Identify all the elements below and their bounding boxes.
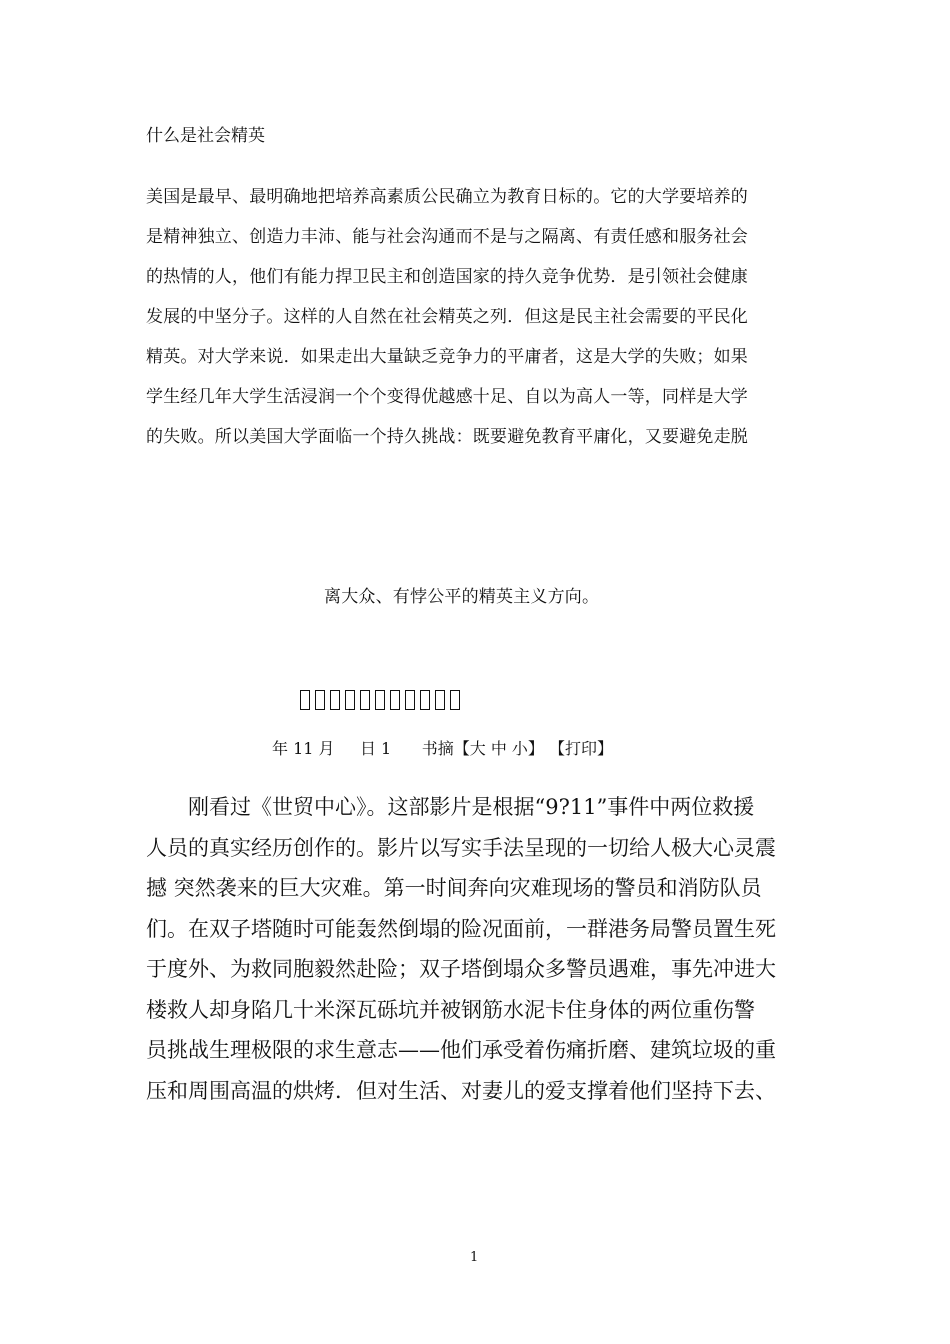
missing-glyph-title	[300, 690, 460, 710]
missing-glyph-box	[390, 690, 400, 710]
paragraph-line: 的失败。所以美国大学面临一个持久挑战：既要避免教育平庸化，又要避免走脱	[146, 427, 748, 447]
missing-glyph-box	[360, 690, 370, 710]
paragraph-line: 于度外、为救同胞毅然赴险；双子塔倒塌众多警员遇难，事先冲进大	[146, 957, 776, 981]
article-dateline: 年 11 月 日 1 书摘【大 中 小】 【打印】	[272, 739, 614, 758]
missing-glyph-box	[375, 690, 385, 710]
page-number: 1	[470, 1250, 479, 1265]
paragraph-line: 的热情的人，他们有能力捍卫民主和创造国家的持久竞争优势．是引领社会健康	[146, 267, 748, 287]
paragraph-line: 撼 突然袭来的巨大灾难。第一时间奔向灾难现场的警员和消防队员	[146, 876, 762, 900]
missing-glyph-box	[300, 690, 310, 710]
paragraph-line: 员挑战生理极限的求生意志——他们承受着伤痛折磨、建筑垃圾的重	[146, 1038, 776, 1062]
missing-glyph-box	[330, 690, 340, 710]
paragraph-line: 精英。对大学来说．如果走出大量缺乏竞争力的平庸者，这是大学的失败；如果	[146, 347, 748, 367]
paragraph-line: 楼救人却身陷几十米深瓦砾坑并被钢筋水泥卡住身体的两位重伤警	[146, 997, 755, 1022]
missing-glyph-box	[405, 690, 415, 710]
intro-paragraph	[146, 177, 816, 607]
paragraph-line: 们。在双子塔随时可能轰然倒塌的险况面前，一群港务局警员置生死	[146, 916, 776, 941]
missing-glyph-box	[420, 690, 430, 710]
article-paragraph	[146, 787, 816, 1111]
paragraph-line: 发展的中坚分子。这样的人自然在社会精英之列．但这是民主社会需要的平民化	[146, 307, 748, 327]
missing-glyph-box	[315, 690, 325, 710]
paragraph-line: 学生经几年大学生活浸润一个个变得优越感十足、自以为高人一等，同样是大学	[146, 387, 748, 407]
paragraph-line: 离大众、有悖公平的精英主义方向。	[324, 587, 600, 607]
missing-glyph-box	[450, 690, 460, 710]
paragraph-line: 人员的真实经历创作的。影片以写实手法呈现的一切给人极大心灵震	[146, 835, 776, 860]
missing-glyph-box	[435, 690, 445, 710]
paragraph-line: 刚看过《世贸中心》。这部影片是根据“9?11”事件中两位救援	[188, 795, 755, 819]
missing-glyph-box	[345, 690, 355, 710]
section-heading: 什么是社会精英	[146, 126, 265, 146]
paragraph-line: 压和周围高温的烘烤．但对生活、对妻儿的爱支撑着他们坚持下去、	[146, 1078, 776, 1103]
paragraph-line: 美国是最早、最明确地把培养高素质公民确立为教育日标的。它的大学要培养的	[146, 187, 748, 207]
paragraph-line: 是精神独立、创造力丰沛、能与社会沟通而不是与之隔离、有责任感和服务社会	[146, 227, 748, 247]
